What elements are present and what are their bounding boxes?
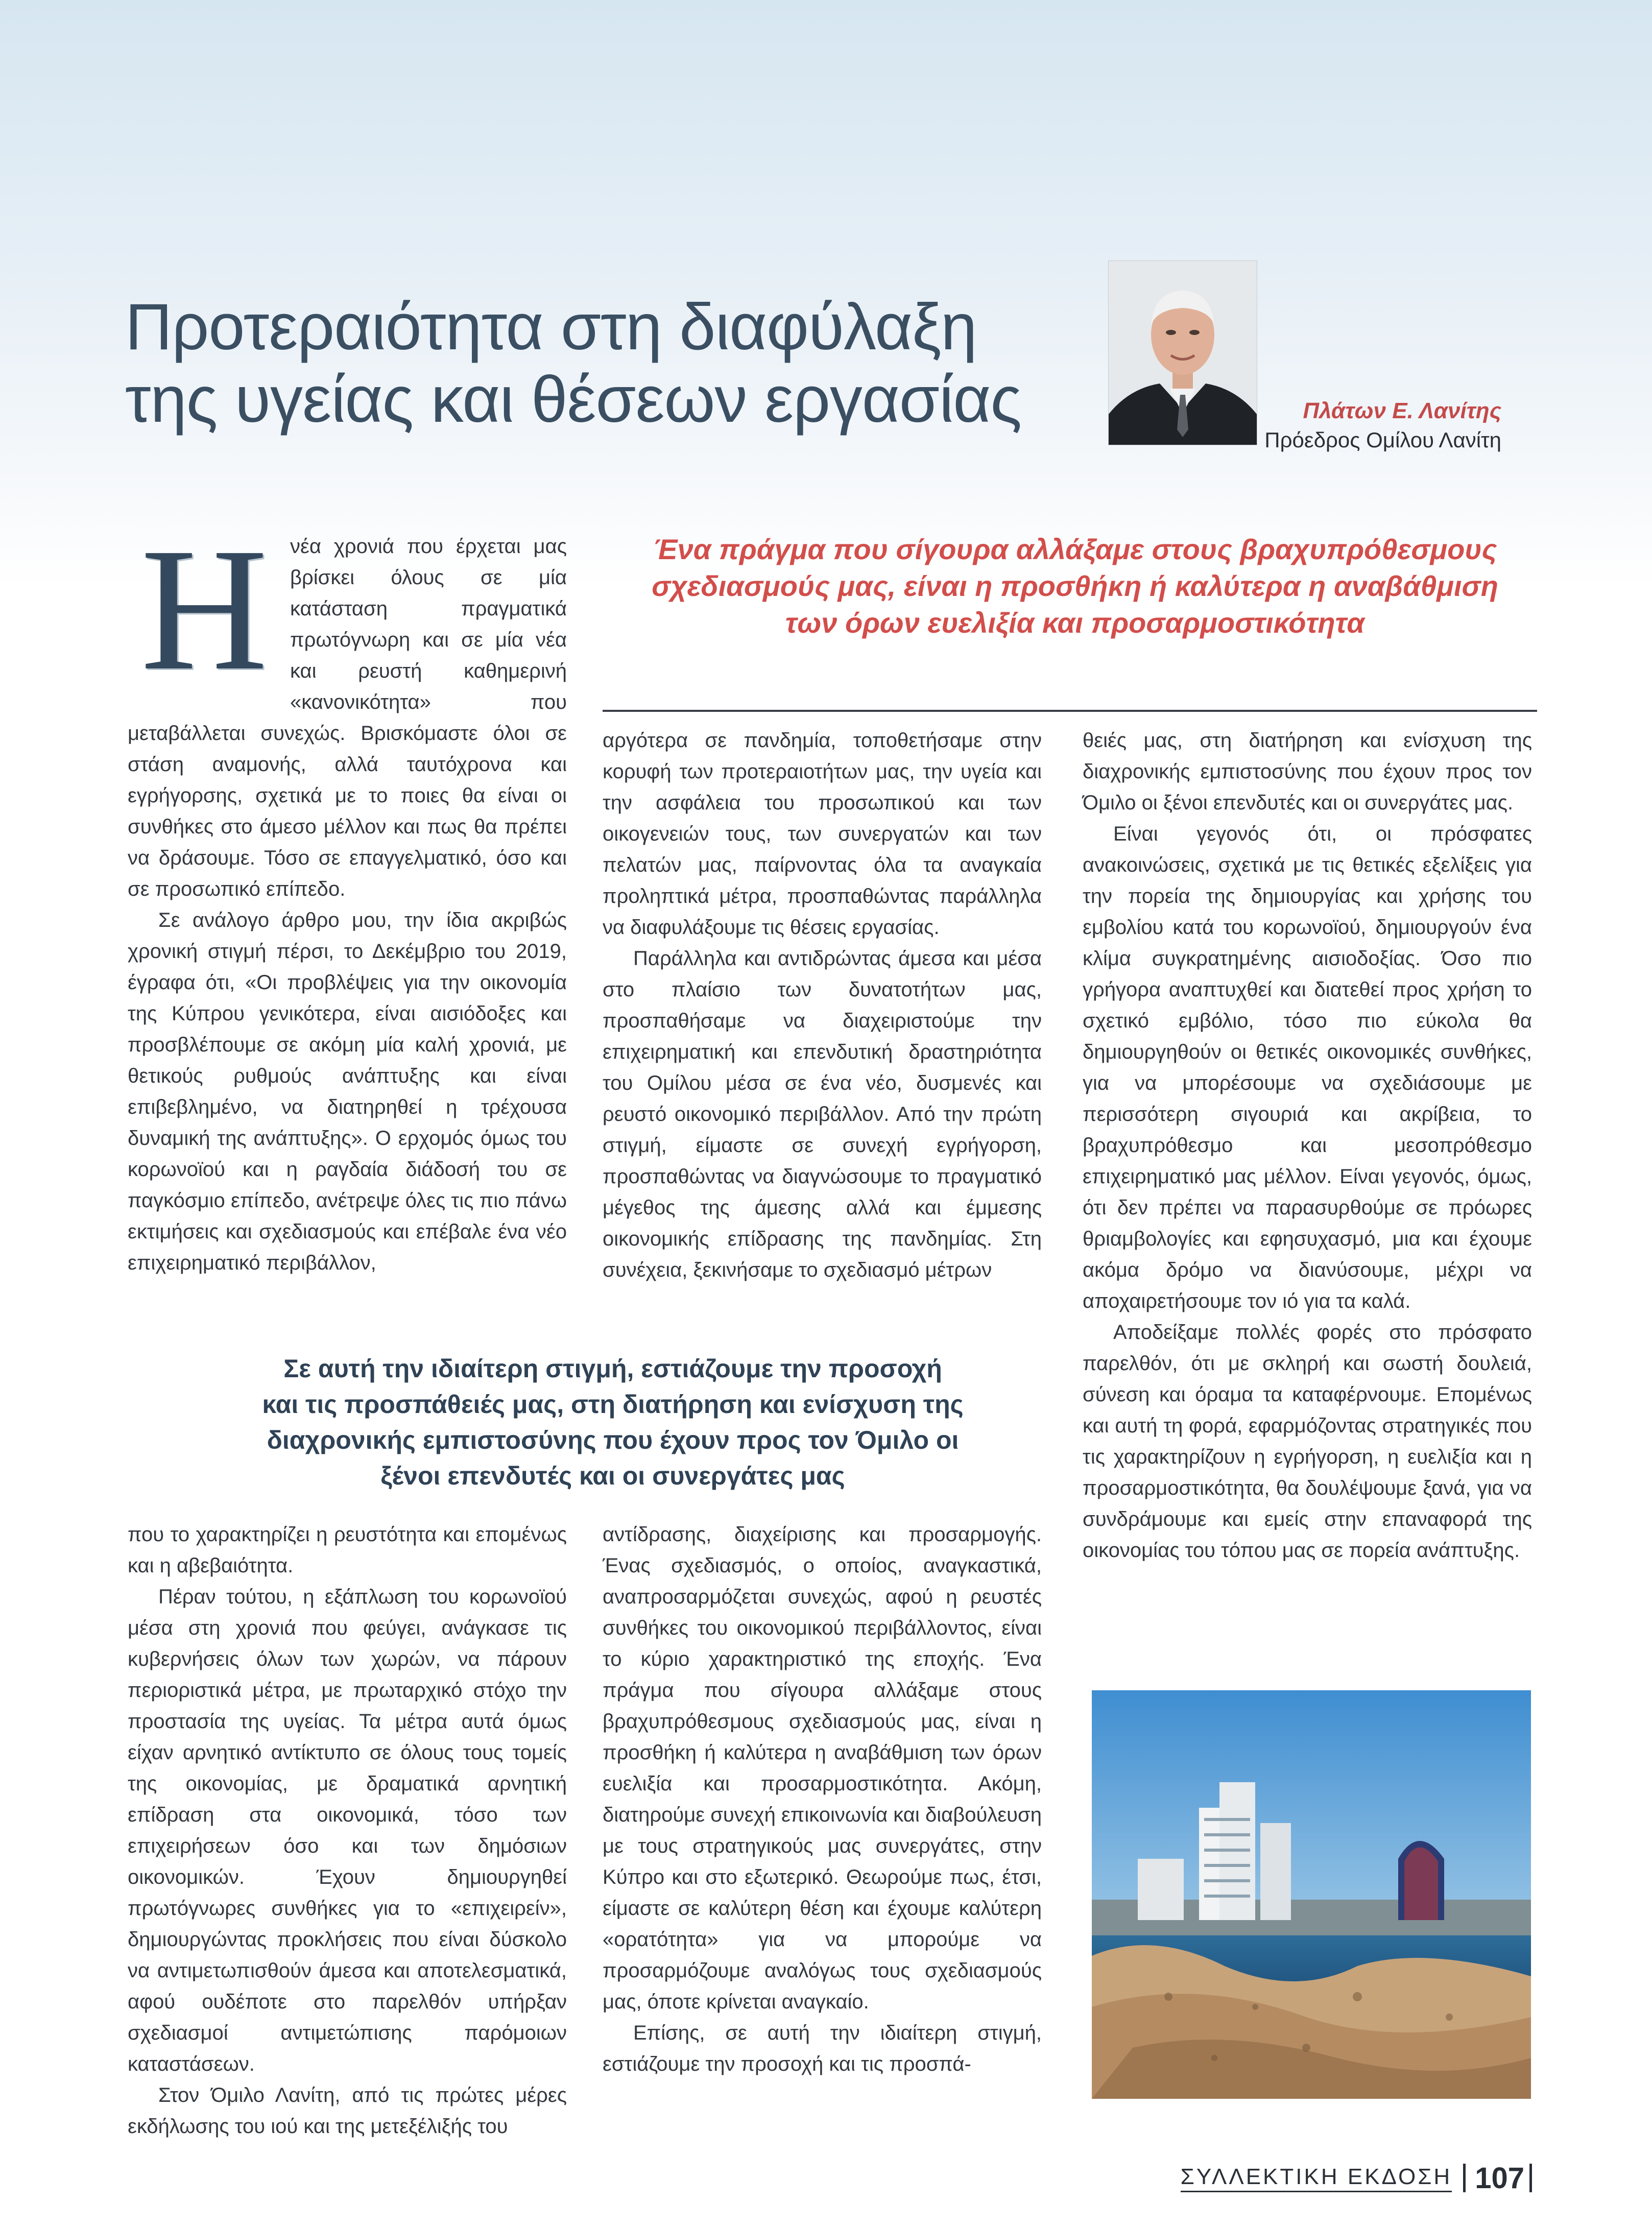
edition-label: ΣΥΛΛΕΚΤΙΚΗ ΕΚΔΟΣΗ [1181,2164,1452,2192]
limassol-skyline-image [1092,1690,1531,2099]
pull-quote-middle [163,1351,1062,1494]
pull-quote-top [605,531,1545,641]
pull-quote-line: διαχρονικής εμπιστοσύνης που έχουν προς τον Όμιλο οι [267,1426,959,1454]
pull-quote-line: ξένοι επενδυτές και οι συνεργάτες μας [380,1462,845,1490]
paragraph: Στον Όμιλο Λανίτη, από τις πρώτες μέρες εκδήλωσης του ιού και της μετεξέλιξής του [128,2084,567,2138]
column-1-top [128,512,567,1279]
footer-divider [1463,2164,1466,2192]
pull-quote-line: σχεδιασμούς μας, είναι η προσθήκη ή καλύτερα η αναβάθμιση [652,570,1498,602]
paragraph: αντίδρασης, διαχείρισης και προσαρμογής. Ένας σχεδιασμός, ο οποίος, αναγκαστικά, αναπροσαρμόζεται συνεχώς, αφού η ρευστές συνθήκες του οικονομικού περιβάλλοντος, είναι το κύριο χαρακτηριστικό της εποχής. Ένα πράγμα που σίγουρα αλλάξαμε στους βραχυπρόθεσμους σχεδιασμούς μας, είναι η προσθήκη ή καλύτερα η αναβάθμιση των όρων ευελιξία και προσαρμοστικότητα. Ακόμη, διατηρούμε συνεχή επικοινωνία και διαβούλευση με τους στρατηγικούς μας συνεργάτες, στην Κύπρο και στο εξωτερικό. Θεωρούμε πως, έτσι, είμαστε σε καλύτερη θέση και έχουμε καλύτερη «ορατότητα» για να μπορούμε να προσαρμόζουμε αναλόγως τους σχεδιασμούς μας, όποτε κρίνεται αναγκαίο. [603,1523,1042,2013]
city-photo [1092,1690,1531,2099]
paragraph: θειές μας, στη διατήρηση και ενίσχυση της διαχρονικής εμπιστοσύνης που έχουν προς τον Όμιλο οι ξένοι επενδυτές και οι συνεργάτες μας. [1083,729,1532,814]
paragraph: Σε ανάλογο άρθρο μου, την ίδια ακριβώς χρονική στιγμή πέρσι, το Δεκέμβριο του 2019, έγραφα ότι, «Οι προβλέψεις για την οικονομία της Κύπρου γενικότερα, είναι αισιόδοξες και προσβλέπουμε σε ακόμη μία καλή χρονιά, με θετικούς ρυθμούς ανάπτυξης και είναι επιβεβλημένο, να διατηρηθεί η τρέχουσα δυναμική της ανάπτυξης». Ο ερχομός όμως του κορωνοϊού και η ραγδαία διάδοσή του σε παγκόσμιο επίπεδο, ανέτρεψε όλες τις πιο πάνω εκτιμήσεις και σχεδιασμούς και επέβαλε ένα νέο επιχειρηματικό περιβάλλον, [128,909,567,1274]
paragraph: Αποδείξαμε πολλές φορές στο πρόσφατο παρελθόν, ότι με σκληρή και σωστή δουλειά, σύνεση και όραμα τα καταφέρνουμε. Επομένως και αυτή τη φορά, εφαρμόζοντας στρατηγικές που τις χαρακτηρίζουν η εγρήγορση, η ευελιξία και η προσαρμοστικότητα, θα δουλέψουμε ξανά, για να συνδράμουμε και εμείς στην επαναφορά της οικονομίας του τόπου μας σε πορεία ανάπτυξης. [1083,1321,1532,1562]
author-role: Πρόεδρος Ομίλου Λανίτη [1264,428,1501,452]
paragraph: Πέραν τούτου, η εξάπλωση του κορωνοϊού μέσα στη χρονιά που φεύγει, ανάγκασε τις κυβερνήσεις όλων των χωρών, να πάρουν περιοριστικά μέτρα, με πρωταρχικό στόχο την προστασία της υγείας. Τα μέτρα αυτά όμως είχαν αρνητικό αντίκτυπο σε όλους τους τομείς της οικονομίας, με δραματικά αρνητική επίδραση στα οικονομικά, τόσο των επιχειρήσεων όσο και των δημόσιων οικονομικών. Έχουν δημιουργηθεί πρωτόγνωρες συνθήκες για το «επιχειρείν», δημιουργώντας προκλήσεις που είναι δύσκολο να αντιμετωπισθούν άμεσα και αποτελεσματικά, αφού ουδέποτε στο παρελθόν υπήρξαν σχεδιασμοί αντιμετώπισης παρόμοιων καταστάσεων. [128,1586,567,2075]
column-3 [1083,725,1532,1566]
title-line-2: της υγείας και θέσεων εργασίας [125,363,1021,436]
column-2-bottom [603,1519,1042,2080]
paragraph: αργότερα σε πανδημία, τοποθετήσαμε στην κορυφή των προτεραιοτήτων μας, την υγεία και την ασφάλεια του προσωπικού και των οικογενειών τους, των συνεργατών και των πελατών μας, παίρνοντας όλα τα αναγκαία προληπτικά μέτρα, προσπαθώντας παράλληλα να διαφυλάξουμε τις θέσεις εργασίας. [603,729,1042,939]
pull-quote-line: των όρων ευελιξία και προσαρμοστικότητα [785,607,1365,639]
paragraph: νέα χρονιά που έρχεται μας βρίσκει όλους σε μία κατάσταση πραγματικά πρωτόγνωρη και σε μία νέα και ρευστή καθημερινή «κανονικότητα» που μεταβάλλεται συνεχώς. Βρισκόμαστε όλοι σε στάση αναμονής, αλλά ταυτόχρονα και εγρήγορσης, σχετικά με το ποιες θα είναι οι συνθήκες στο άμεσο μέλλον και πως θα πρέπει να δράσουμε. Τόσο σε επαγγελματικό, όσο και σε προσωπικό επίπεδο. [128,535,567,900]
author-portrait-icon [1109,261,1257,445]
page-number: 107 [1475,2161,1524,2195]
author-name: Πλάτων Ε. Λανίτης [1303,398,1501,423]
footer-divider [1529,2164,1532,2192]
column-2-top [603,725,1042,1286]
column-1-bottom [128,1519,567,2142]
pull-quote-line: και τις προσπάθειές μας, στη διατήρηση και ενίσχυση της [262,1390,964,1419]
paragraph: Επίσης, σε αυτή την ιδιαίτερη στιγμή, εστιάζουμε την προσοχή και τις προσπά- [603,2022,1042,2075]
page-footer [1164,2160,1532,2196]
paragraph: που το χαρακτηρίζει η ρευστότητα και επομένως και η αβεβαιότητα. [128,1523,567,1577]
pull-quote-line: Ένα πράγμα που σίγουρα αλλάξαμε στους βραχυπρόθεσμους [653,533,1497,565]
title-line-1: Προτεραιότητα στη διαφύλαξη [125,291,977,364]
paragraph: Παράλληλα και αντιδρώντας άμεσα και μέσα στο πλαίσιο των δυνατοτήτων μας, προσπαθήσαμε να διαχειριστούμε την επιχειρηματική και επενδυτική δραστηριότητα του Ομίλου μέσα σε ένα νέο, δυσμενές και ρευστό οικονομικό περιβάλλον. Από την πρώτη στιγμή, είμαστε σε συνεχή εγρήγορση, προσπαθώντας να διαγνώσουμε το πραγματικό μέγεθος της άμεσης αλλά και έμμεσης οικονομικής επίδρασης της πανδημίας. Στη συνέχεια, ξεκινήσαμε το σχεδιασμό μέτρων [603,947,1042,1281]
divider-rule [603,710,1537,712]
author-photo [1108,260,1257,445]
article-title [125,291,1044,436]
drop-cap: Η [140,512,268,707]
paragraph: Είναι γεγονός ότι, οι πρόσφατες ανακοινώσεις, σχετικά με τις θετικές εξελίξεις για την πορεία της δημιουργίας και χρήσης του εμβολίου κατά του κορωνοϊού, δημιουργούν ένα κλίμα συγκρατημένης αισιοδοξίας. Όσο πιο γρήγορα αναπτυχθεί και διατεθεί προς χρήση το σχετικό εμβόλιο, τόσο πιο εύκολα θα δημιουργηθούν οι θετικές οικονομικές συνθήκες, για να μπορέσουμε να σχεδιάσουμε με περισσότερη σιγουριά και ακρίβεια, το βραχυπρόθεσμο και μεσοπρόθεσμο επιχειρηματικό μας μέλλον. Είναι γεγονός, όμως, ότι δεν πρέπει να παρασυρθούμε σε πρόωρες θριαμβολογίες και εφησυχασμό, μια και έχουμε ακόμα δρόμο να διανύσουμε, μέχρι να αποχαιρετήσουμε τον ιό για τα καλά. [1083,823,1532,1312]
pull-quote-line: Σε αυτή την ιδιαίτερη στιγμή, εστιάζουμε την προσοχή [283,1354,942,1383]
